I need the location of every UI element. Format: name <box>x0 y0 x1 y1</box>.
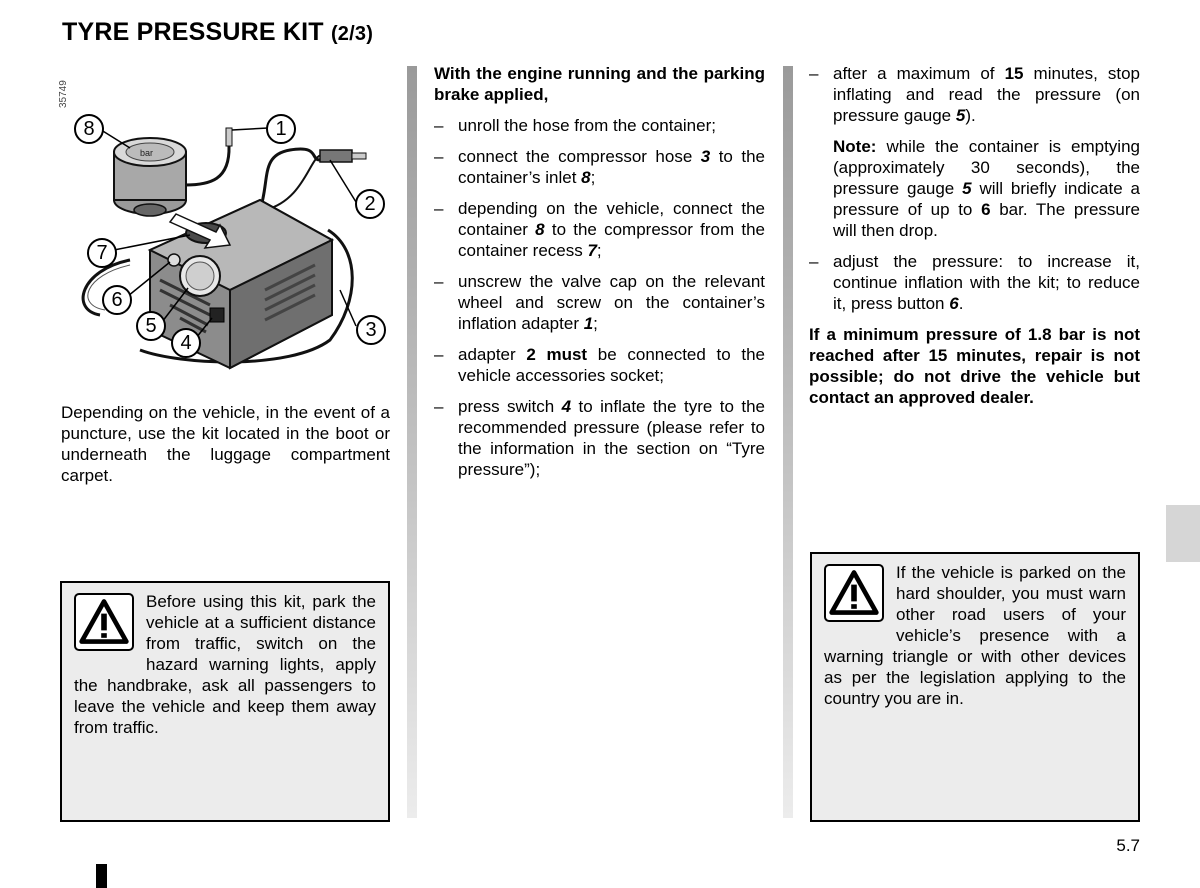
leader-line-1 <box>232 128 268 130</box>
page-number: 5.7 <box>1116 836 1140 855</box>
list-item: – adapter 2 must be connected to the vehicle accessories socket; <box>434 344 765 386</box>
intro-paragraph: Depending on the vehicle, in the event of a puncture, use the kit located in the boot or underneath the luggage compartment carpet. <box>61 403 390 485</box>
gauge-label: bar <box>140 148 154 158</box>
page-title-text: TYRE PRESSURE KIT <box>62 18 324 46</box>
callout-1: 1 <box>266 114 296 144</box>
list-item: – after a maximum of 15 minutes, stop inflating and read the pressure (on pressure gauge 5). <box>809 63 1140 126</box>
warning-box-left <box>60 581 390 822</box>
step-list-continued <box>809 63 1140 126</box>
middle-column <box>434 63 765 490</box>
list-item: – unscrew the valve cap on the relevant wheel and screw on the container’s inflation adapter 1; <box>434 271 765 334</box>
column-separator-left <box>407 66 417 818</box>
warning-box-right <box>810 552 1140 822</box>
warning-triangle-icon <box>824 564 884 622</box>
list-item: – connect the compressor hose 3 to the container’s inlet 8; <box>434 146 765 188</box>
callout-2: 2 <box>355 189 385 219</box>
note-paragraph: Note: while the container is emptying (approximately 30 seconds), the pressure gauge 5 will briefly indicate a pressure of up to 6 bar. The pressure will then drop. <box>833 137 1140 240</box>
warning-text-left: Before using this kit, park the vehicle at a sufficient distance from traffic, switch on the hazard warning lights, apply the handbrake, ask all passengers to leave the vehicle and keep them away from traffic. <box>74 592 376 737</box>
figure-reference: 35749 <box>58 80 69 108</box>
callout-5: 5 <box>136 311 166 341</box>
section-thumb-tab <box>1166 505 1200 562</box>
callout-7: 7 <box>87 238 117 268</box>
callout-6: 6 <box>102 285 132 315</box>
warning-triangle-icon <box>74 593 134 651</box>
callout-4: 4 <box>171 328 201 358</box>
page-edge-mark <box>96 864 107 888</box>
list-item: – press switch 4 to inflate the tyre to the recommended pressure (please refer to the information in the section on “Tyre pressure”); <box>434 396 765 480</box>
list-item: – adjust the pressure: to increase it, continue inflation with the kit; to reduce it, press button 6. <box>809 251 1140 314</box>
step-list-adjust <box>809 251 1140 314</box>
middle-heading: With the engine running and the parking brake applied, <box>434 64 765 104</box>
leader-line-2 <box>330 160 356 202</box>
list-item: – depending on the vehicle, connect the container 8 to the compressor from the container recess 7; <box>434 198 765 261</box>
list-item: – unroll the hose from the container; <box>434 115 765 136</box>
warning-text-right: If the vehicle is parked on the hard shoulder, you must warn other road users of your vehicle’s presence with a warning triangle or with other devices as per the legislation applying to the country you are in. <box>824 563 1126 708</box>
tyre-pressure-kit-illustration <box>60 100 400 370</box>
page-title-suffix: (2/3) <box>330 23 374 45</box>
callout-8: 8 <box>74 114 104 144</box>
callout-3: 3 <box>356 315 386 345</box>
minimum-pressure-warning: If a minimum pressure of 1.8 bar is not reached after 15 minutes, repair is not possible; do not drive the vehicle but contact an approved dealer. <box>809 325 1140 407</box>
right-column <box>809 63 1140 418</box>
step-list <box>434 115 765 480</box>
column-separator-right <box>783 66 793 818</box>
page-title <box>62 18 373 47</box>
